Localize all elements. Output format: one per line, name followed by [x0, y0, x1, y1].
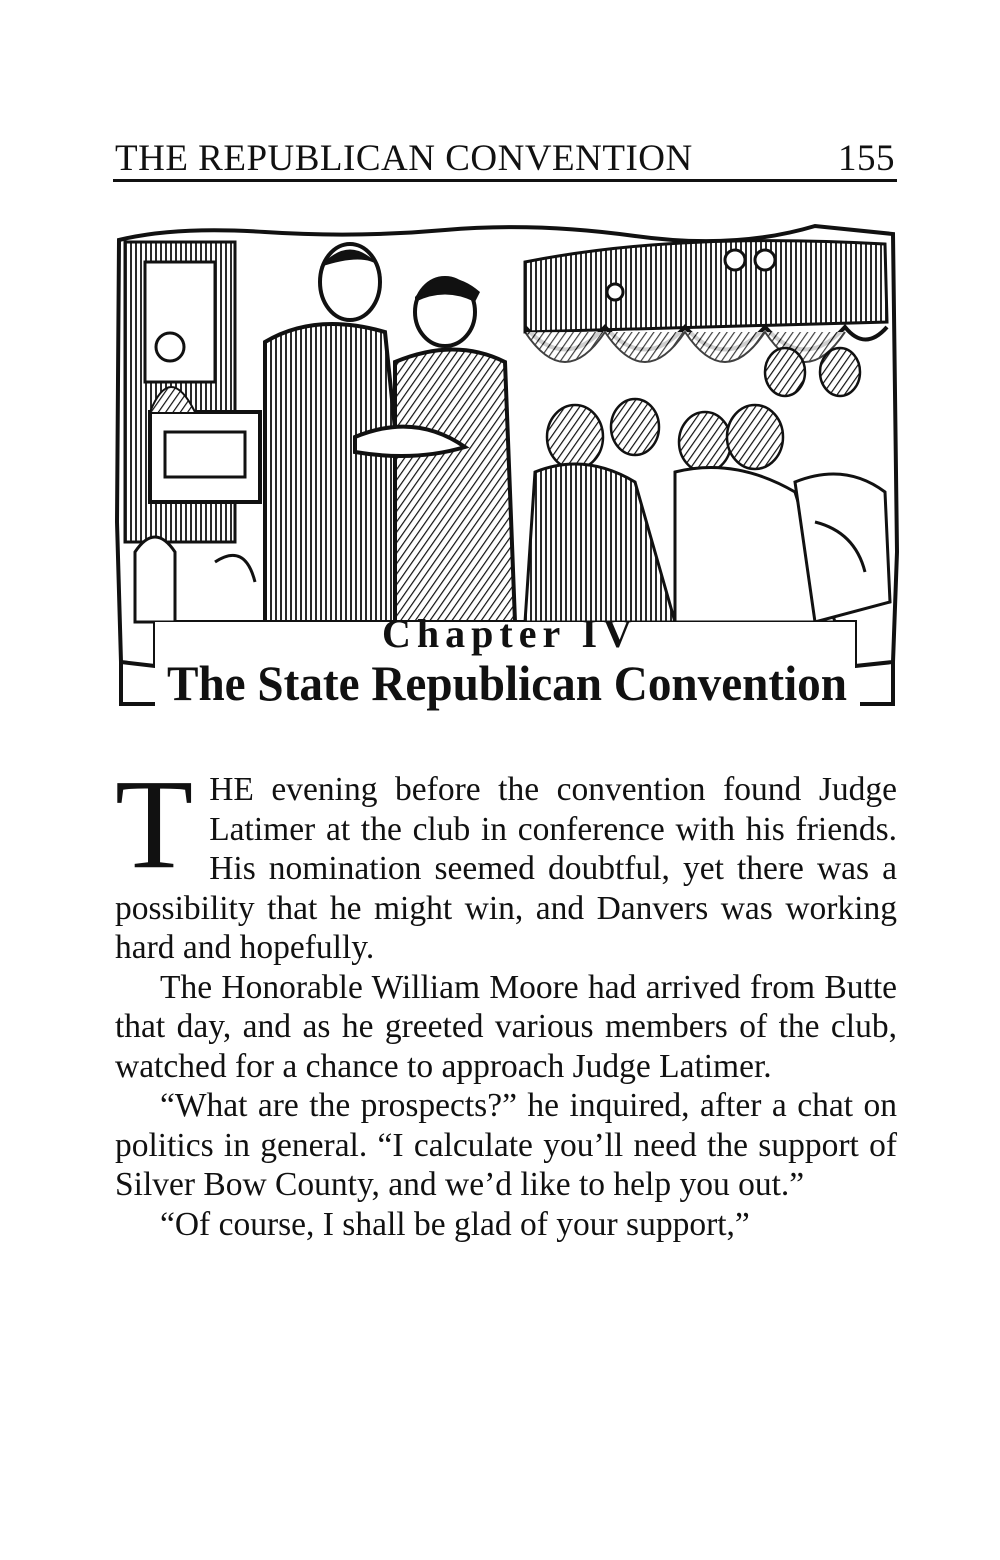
page-number: 155 — [838, 138, 895, 179]
running-head — [115, 130, 895, 180]
header-rule — [113, 179, 897, 182]
paragraph-3: “What are the prospects?” he inquired, after a chat on politics in general. “I calculate you’ll need the support of Silver Bow County, and we’d like to help you out.” — [115, 1087, 897, 1203]
running-title: THE REPUBLICAN CONVENTION — [115, 138, 693, 179]
paragraph-2: The Honorable William Moore had arrived from Butte that day, and as he greeted various members of the club, watched for a chance to approach Judge Latimer. — [115, 968, 897, 1085]
chapter-title: The State Republican Convention — [167, 655, 848, 711]
chapter-body — [115, 753, 897, 1244]
paragraph-1-text: HE evening before the convention found Judge Latimer at the club in conference with his friends. His nomination seemed doubtful, yet there was a possibility that he might win, and Danvers was working hard and hopefully. — [115, 771, 897, 966]
paragraph-4: “Of course, I shall be glad of your support,” — [160, 1205, 750, 1243]
chapter-label: Chapter IV — [382, 611, 638, 656]
drop-cap: T — [115, 753, 194, 895]
paragraph-1 — [115, 753, 897, 968]
chapter-illustration — [115, 222, 900, 722]
